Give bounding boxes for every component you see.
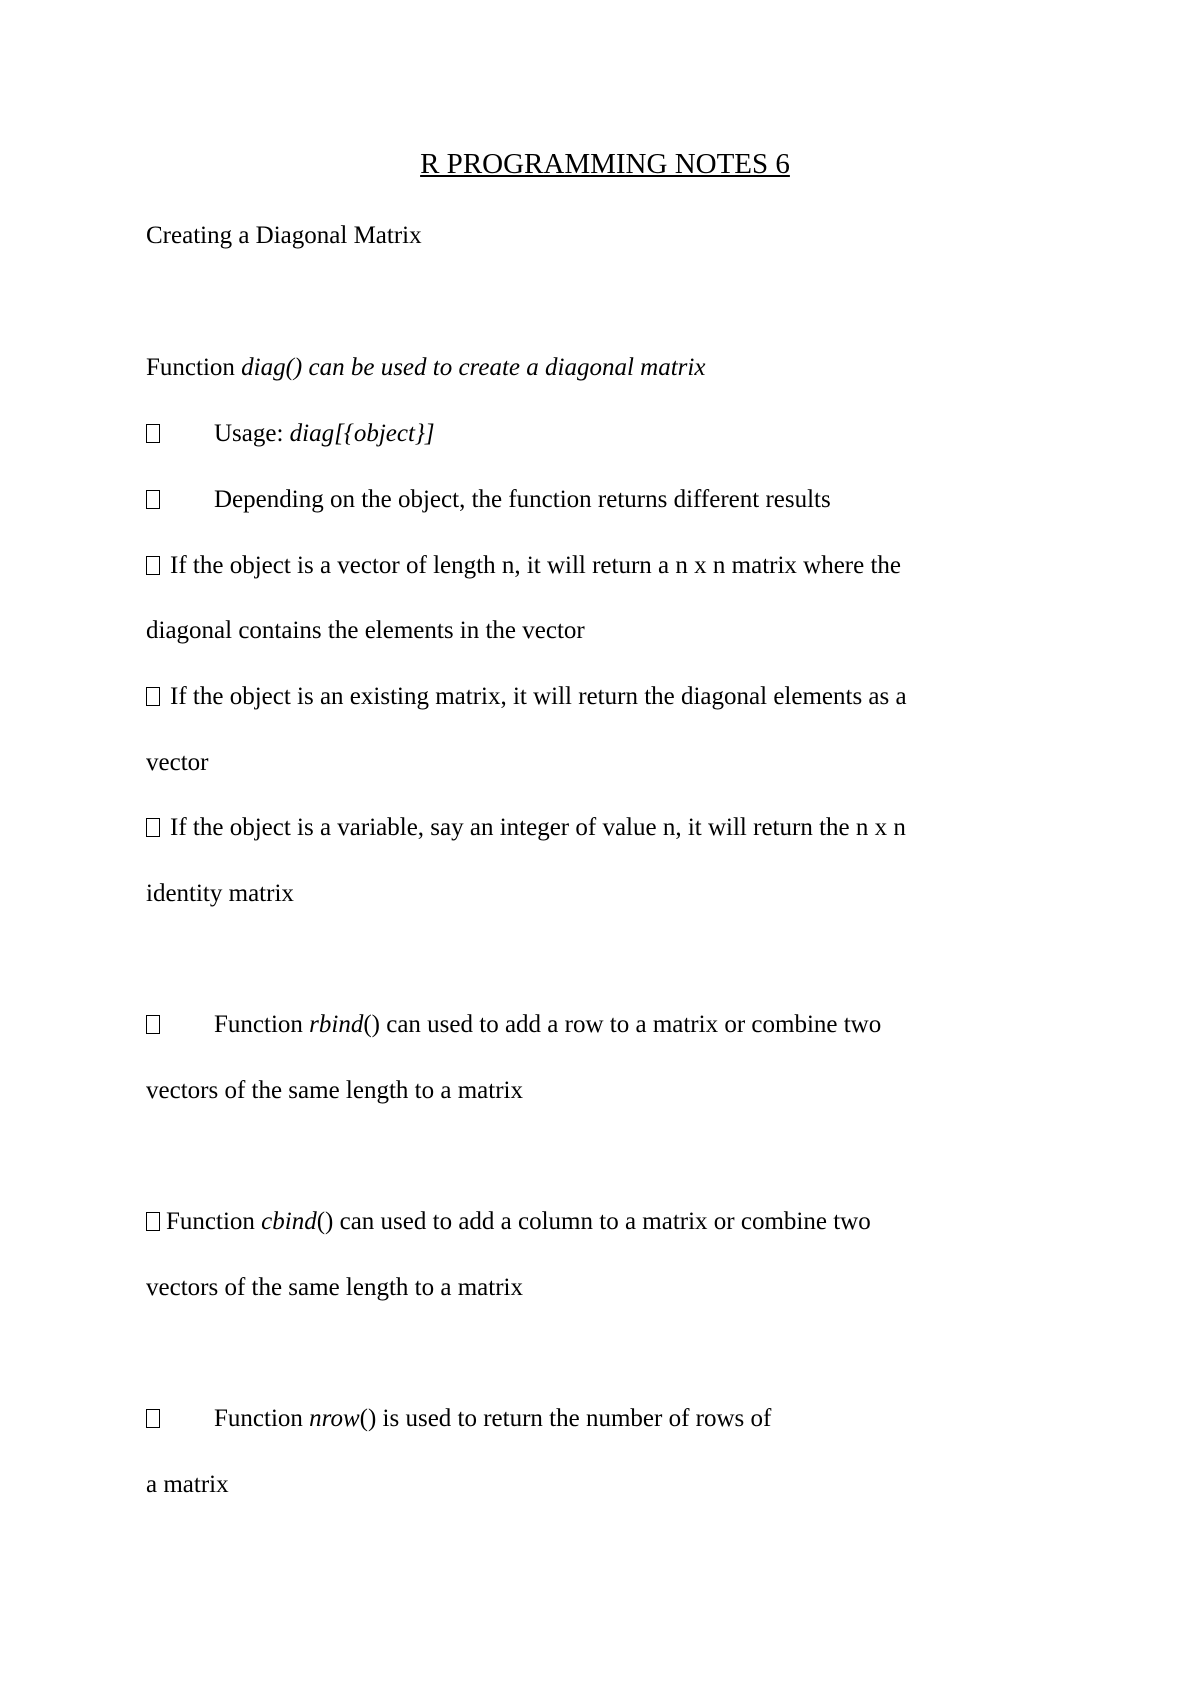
nrow-line-1 bbox=[146, 1404, 771, 1434]
nrow-suffix: () is used to return the number of rows of bbox=[359, 1405, 772, 1432]
intro-line bbox=[146, 353, 705, 383]
bullet-icon bbox=[146, 687, 160, 706]
bullet-icon bbox=[146, 490, 160, 509]
bullet-icon bbox=[146, 1015, 160, 1034]
variable-case-line-1 bbox=[146, 813, 906, 843]
bullet-icon bbox=[146, 1212, 160, 1231]
bullet-icon bbox=[146, 556, 160, 575]
matrix-case-line-2: vector bbox=[146, 749, 209, 776]
page-title: R PROGRAMMING NOTES 6 bbox=[420, 148, 790, 180]
vector-case-text: If the object is a vector of length n, it will return a n x n matrix where the bbox=[170, 552, 902, 579]
cbind-suffix: () can used to add a column to a matrix or combine two bbox=[316, 1208, 871, 1235]
intro-prefix: Function bbox=[146, 354, 235, 381]
bullet-icon bbox=[146, 1409, 160, 1428]
usage-line bbox=[146, 419, 435, 449]
nrow-prefix: Function bbox=[214, 1405, 310, 1432]
rbind-prefix: Function bbox=[214, 1011, 310, 1038]
cbind-line-1 bbox=[146, 1207, 871, 1237]
depending-text: Depending on the object, the function returns different results bbox=[214, 486, 831, 513]
matrix-case-line-1 bbox=[146, 682, 907, 712]
variable-case-line-2: identity matrix bbox=[146, 880, 294, 907]
rbind-line-1 bbox=[146, 1010, 881, 1040]
usage-syntax: diag[{object}] bbox=[289, 420, 435, 447]
section-heading: Creating a Diagonal Matrix bbox=[146, 222, 422, 249]
cbind-line-2: vectors of the same length to a matrix bbox=[146, 1274, 523, 1301]
variable-case-text: If the object is a variable, say an integer of value n, it will return the n x n bbox=[170, 814, 906, 841]
vector-case-line-1 bbox=[146, 551, 901, 581]
rbind-function: rbind bbox=[309, 1011, 364, 1038]
cbind-function: cbind bbox=[261, 1208, 317, 1235]
rbind-suffix: () can used to add a row to a matrix or combine two bbox=[363, 1011, 882, 1038]
vector-case-line-2: diagonal contains the elements in the vector bbox=[146, 617, 585, 644]
matrix-case-text: If the object is an existing matrix, it will return the diagonal elements as a bbox=[170, 683, 907, 710]
cbind-prefix: Function bbox=[166, 1208, 262, 1235]
usage-label: Usage: bbox=[214, 420, 290, 447]
intro-italic: diag() can be used to create a diagonal matrix bbox=[234, 354, 706, 381]
depending-line bbox=[146, 485, 831, 515]
bullet-icon bbox=[146, 818, 160, 837]
rbind-line-2: vectors of the same length to a matrix bbox=[146, 1077, 523, 1104]
nrow-function: nrow bbox=[309, 1405, 360, 1432]
nrow-line-2: a matrix bbox=[146, 1471, 229, 1498]
bullet-icon bbox=[146, 424, 160, 443]
